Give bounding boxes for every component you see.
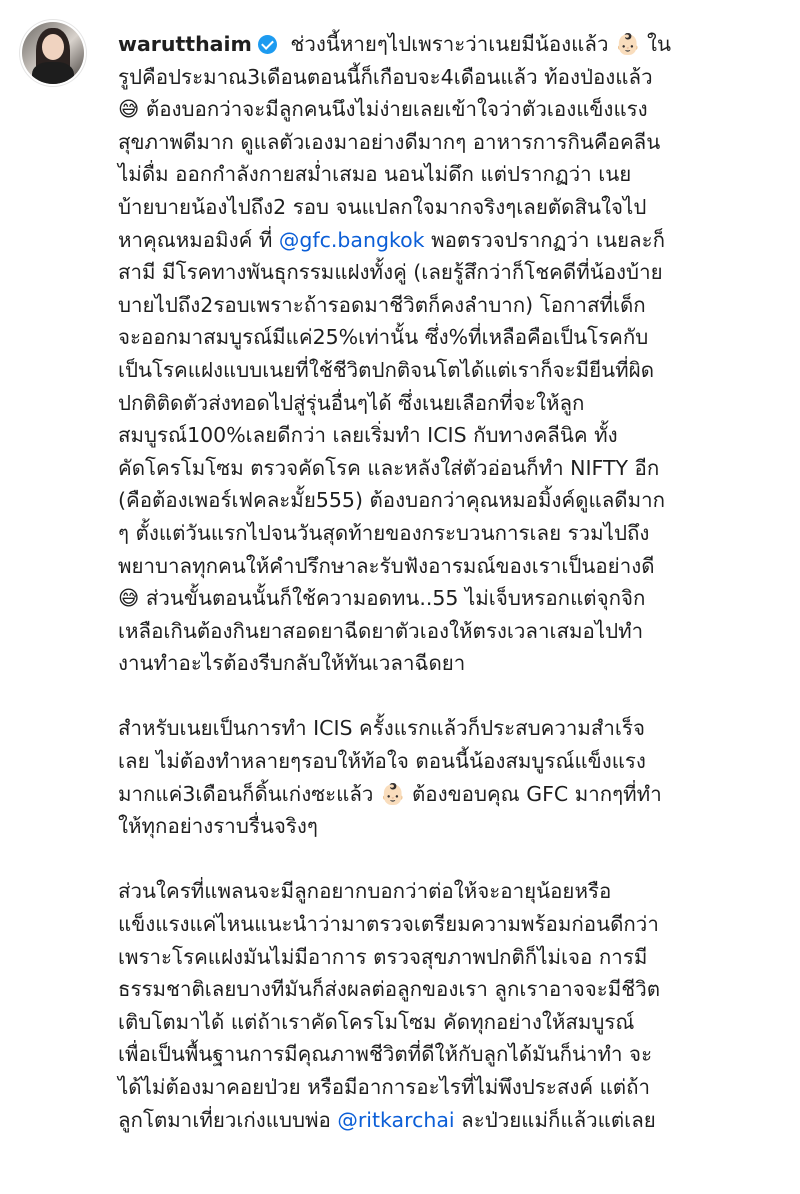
caption-line <box>118 875 780 908</box>
caption-line-text: บายไปถึง2รอบเพราะถ้ารอดมาชีวิตก็คงลำบาก) โอกาสที่เด็ก <box>118 292 646 317</box>
caption-line-text: ไม่ดื่ม ออกกำลังกายสม่ำเสมอ นอนไม่ดึก แต่ปรากฏว่า เนย <box>118 162 632 187</box>
caption-line-text: บ้ายบายน้องไปถึง2 รอบ จนแปลกใจมากจริงๆเลยตัดสินใจไป <box>118 194 647 219</box>
caption-line-text: สุขภาพดีมาก ดูแลตัวเองมาอย่างดีมากๆ อาหารการกินคือคลีน <box>118 129 661 154</box>
caption-line <box>118 61 780 94</box>
caption-line <box>118 517 780 550</box>
paragraph-spacer <box>118 680 780 713</box>
caption-line <box>118 908 780 941</box>
caption-line-text: ได้ไม่ต้องมาคอยป่วย หรือมีอาการอะไรที่ไม่พึงประสงค์ แต่ถ้า <box>118 1075 651 1099</box>
caption-line-text: แข็งแรงแค่ไหนแนะนำว่ามาตรวจเตรียมความพร้อมก่อนดีกว่า <box>118 912 659 937</box>
caption-line <box>118 810 780 843</box>
caption-line <box>118 191 780 224</box>
profile-avatar[interactable] <box>22 22 84 84</box>
caption-line <box>118 126 780 159</box>
caption-line <box>118 778 780 811</box>
caption-line-text: ให้ทุกอย่างราบรื่นจริงๆ <box>118 814 318 839</box>
caption-line <box>118 354 780 387</box>
caption-line-text: เลย ไม่ต้องทำหลายๆรอบให้ท้อใจ ตอนนี้น้องสมบูรณ์แข็งแรง <box>118 749 646 774</box>
caption-line <box>118 484 780 517</box>
caption-line-text: คัดโครโมโซม ตรวจคัดโรค และหลังใส่ตัวอ่อนก็ทำ NIFTY อีก <box>118 455 660 480</box>
verified-badge-icon <box>258 35 277 54</box>
caption-line <box>118 1071 780 1104</box>
caption-line-text: 😅 ต้องบอกว่าจะมีลูกคนนึงไม่ง่ายเลยเข้าใจว่าตัวเองแข็งแรง <box>118 97 648 122</box>
caption-line <box>118 1104 780 1137</box>
caption-line <box>118 158 780 191</box>
caption-line-text: พอตรวจปรากฏว่า เนยละก็ <box>424 227 666 252</box>
caption-line <box>118 712 780 745</box>
caption-line <box>118 419 780 452</box>
caption-line-text: หาคุณหมอมิงค์ ที่ <box>118 227 279 252</box>
caption-line-text: ปกติติดตัวส่งทอดไปสู่รุ่นอื่นๆได้ ซึ่งเนยเลือกที่จะให้ลูก <box>118 390 585 415</box>
caption-line-text: งานทำอะไรต้องรีบกลับให้ทันเวลาฉีดยา <box>118 651 466 676</box>
caption-line <box>118 941 780 974</box>
caption-line-text: มากแค่3เดือนก็ดิ้นเก่งซะแล้ว 👶🏻 ต้องขอบคุณ GFC มากๆที่ทำ <box>118 781 662 806</box>
avatar-body-shape <box>32 62 74 84</box>
caption-line-text: จะออกมาสมบูรณ์มีแค่25%เท่านั้น ซึ่ง%ที่เหลือคือเป็นโรคกับ <box>118 325 649 350</box>
caption-line-text: รูปคือประมาณ3เดือนตอนนี้ก็เกือบจะ4เดือนแล้ว ท้องป่องแล้ว <box>118 64 653 89</box>
caption-line-text: เหลือเกินต้องกินยาสอดยาฉีดยาตัวเองให้ตรงเวลาเสมอไปทำ <box>118 618 644 643</box>
caption-line-text: เพื่อเป็นพื้นฐานการมีคุณภาพชีวิตที่ดีให้กับลูกได้มันก็น่าทำ จะ <box>118 1042 653 1067</box>
caption-line-text: ลูกโตมาเที่ยวเก่งแบบพ่อ <box>118 1107 338 1132</box>
paragraph-spacer <box>118 843 780 876</box>
caption-line <box>118 289 780 322</box>
caption-line <box>118 615 780 648</box>
caption-line-text: สามี มีโรคทางพันธุกรรมแฝงทั้งคู่ (เลยรู้สึกว่าก็โชคดีที่น้องบ้าย <box>118 260 663 285</box>
caption-line-text: เป็นโรคแฝงแบบเนยที่ใช้ชีวิตปกติจนโตได้แต่เราก็จะมียีนที่ผิด <box>118 357 655 382</box>
caption-line-text: ส่วนใครที่แพลนจะมีลูกอยากบอกว่าต่อให้จะอายุน้อยหรือ <box>118 879 612 904</box>
caption-line-text: เพราะโรคแฝงมันไม่มีอาการ ตรวจสุขภาพปกติก็ไม่เจอ การมี <box>118 944 648 969</box>
caption-line <box>118 1038 780 1071</box>
caption-line-text: 😅 ส่วนขั้นตอนนั้นก็ใช้ความอดทน..55 ไม่เจ็บหรอกแต่จุกจิก <box>118 586 646 611</box>
avatar-face-shape <box>42 34 64 60</box>
caption-line <box>118 93 780 126</box>
caption-line <box>118 256 780 289</box>
caption-line-text: (คือต้องเพอร์เฟคละมั้ย555) ต้องบอกว่าคุณหมอมิ้งค์ดูแลดีมาก <box>118 488 666 513</box>
username-link[interactable]: warutthaim <box>118 32 252 56</box>
caption-line <box>118 452 780 485</box>
caption-line-text: สมบูรณ์100%เลยดีกว่า เลยเริ่มทำ ICIS กับทางคลีนิค ทั้ง <box>118 423 618 448</box>
caption-line-text: ละป่วยแม่ก็แล้วแต่เลย <box>454 1107 656 1132</box>
caption-line <box>118 1006 780 1039</box>
caption-line-text: พยาบาลทุกคนให้คำปรึกษาละรับฟังอารมณ์ของเราเป็นอย่างดี <box>118 553 655 578</box>
caption-line <box>118 224 780 257</box>
mention-link[interactable]: @ritkarchai <box>337 1107 455 1132</box>
caption-line <box>118 647 780 680</box>
caption-line <box>118 582 780 615</box>
caption-line <box>118 28 780 61</box>
mention-link[interactable]: @gfc.bangkok <box>278 227 425 252</box>
caption-line <box>118 973 780 1006</box>
caption-line-text: ๆ ตั้งแต่วันแรกไปจนวันสุดท้ายของกระบวนการเลย รวมไปถึง <box>118 520 650 545</box>
caption-line-text: ช่วงนี้หายๆไปเพราะว่าเนยมีน้องแล้ว 👶🏻 ใน <box>283 32 672 56</box>
caption-line <box>118 550 780 583</box>
caption-line <box>118 321 780 354</box>
caption-line-text: ธรรมชาติเลยบางทีมันก็ส่งผลต่อลูกของเรา ลูกเราอาจจะมีชีวิต <box>118 977 661 1002</box>
caption-line <box>118 387 780 420</box>
caption-text <box>118 28 780 1136</box>
caption-line-text: สำหรับเนยเป็นการทำ ICIS ครั้งแรกแล้วก็ประสบความสำเร็จ <box>118 716 645 741</box>
caption-line-text: เติบโตมาได้ แต่ถ้าเราคัดโครโมโซม คัดทุกอย่างให้สมบูรณ์ <box>118 1009 635 1034</box>
caption-line <box>118 745 780 778</box>
